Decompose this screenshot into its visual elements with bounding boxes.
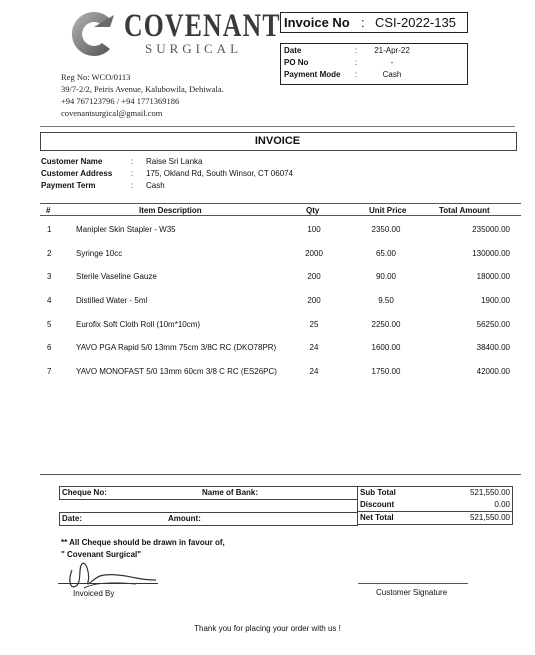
item-unit-price: 65.00	[375, 249, 397, 258]
net-total-label: Net Total	[360, 513, 394, 522]
item-total: 56250.00	[476, 320, 510, 329]
item-qty: 200	[307, 272, 321, 281]
meta-colon: :	[355, 46, 358, 55]
discount-label: Discount	[360, 500, 395, 509]
cheque-no-label: Cheque No:	[62, 488, 107, 497]
meta-label: PO No	[284, 58, 309, 67]
item-description: Syringe 10cc	[76, 249, 123, 258]
invoiced-by-label: Invoiced By	[73, 589, 115, 598]
customer-signature-label: Customer Signature	[376, 588, 448, 597]
meta-colon: :	[355, 58, 358, 67]
item-description: Sterile Vaseline Gauze	[76, 272, 157, 281]
customer-label: Payment Term	[41, 181, 96, 190]
customer-value: Cash	[146, 181, 165, 190]
customer-colon: :	[131, 169, 134, 178]
divider	[40, 126, 515, 127]
item-description: Eurofix Soft Cloth Roll (10m*10cm)	[76, 320, 201, 329]
company-name: COVENANT	[124, 8, 281, 44]
meta-row-po	[284, 58, 464, 70]
col-header-total: Total Amount	[439, 206, 490, 215]
item-total: 130000.00	[472, 249, 510, 258]
subtotal-value: 521,550.00	[469, 488, 510, 497]
meta-value: 21-Apr-22	[374, 46, 410, 55]
table-header-border	[40, 215, 521, 216]
col-header-description: Item Description	[139, 206, 202, 215]
item-qty: 2000	[305, 249, 323, 258]
company-logo-icon	[64, 7, 118, 61]
row-number: 7	[47, 367, 52, 376]
item-description: Distilled Water - 5ml	[76, 296, 148, 305]
company-email: covenantsurgical@gmail.com	[61, 108, 163, 118]
meta-label: Date	[284, 46, 302, 55]
cheque-payee: " Covenant Surgical"	[61, 550, 142, 559]
item-unit-price: 2250.00	[371, 320, 401, 329]
bank-name-label: Name of Bank:	[202, 488, 259, 497]
customer-signature-line	[358, 583, 468, 584]
item-qty: 24	[309, 343, 319, 352]
row-number: 5	[47, 320, 52, 329]
item-unit-price: 1750.00	[371, 367, 401, 376]
customer-value: 175, Okland Rd, South Winsor, CT 06074	[146, 169, 294, 178]
meta-label: Payment Mode	[284, 70, 341, 79]
invoice-no-label: Invoice No	[284, 15, 350, 30]
item-unit-price: 90.00	[375, 272, 397, 281]
company-phone: +94 767123796 / +94 1771369186	[61, 96, 180, 106]
table-bottom-border	[40, 474, 521, 475]
meta-value: Cash	[382, 70, 402, 79]
row-number: 6	[47, 343, 52, 352]
discount-value: 0.00	[494, 500, 510, 509]
item-total: 38400.00	[476, 343, 510, 352]
date-label: Date:	[62, 514, 83, 523]
col-header-qty: Qty	[306, 206, 320, 215]
cheque-box	[59, 486, 358, 500]
item-description: Manipler Skin Stapler - W35	[76, 225, 176, 234]
meta-value: -	[390, 58, 394, 67]
item-unit-price: 9.50	[378, 296, 394, 305]
invoice-no-colon: :	[361, 15, 365, 30]
meta-colon: :	[355, 70, 358, 79]
meta-row-payment-mode	[284, 70, 464, 82]
invoice-title: INVOICE	[254, 135, 301, 147]
item-description: YAVO PGA Rapid 5/0 13mm 75cm 3/8C RC (DKO78PR)	[76, 343, 277, 352]
item-qty: 200	[307, 296, 321, 305]
col-header-unit-price: Unit Price	[369, 206, 407, 215]
subtotal-label: Sub Total	[360, 488, 396, 497]
row-number: 1	[47, 225, 52, 234]
net-total-value: 521,550.00	[469, 513, 510, 522]
customer-colon: :	[131, 181, 134, 190]
row-number: 4	[47, 296, 52, 305]
amount-label: Amount:	[168, 514, 201, 523]
item-total: 18000.00	[476, 272, 510, 281]
thank-you-message: Thank you for placing your order with us !	[194, 624, 341, 633]
item-total: 1900.00	[481, 296, 510, 305]
customer-label: Customer Address	[41, 169, 113, 178]
invoiced-by-line	[58, 583, 158, 584]
col-header-no: #	[46, 206, 51, 215]
item-total: 42000.00	[476, 367, 510, 376]
invoice-number: CSI-2022-135	[375, 15, 456, 30]
table-top-border	[40, 203, 521, 204]
cheque-note: ** All Cheque should be drawn in favour of,	[61, 538, 225, 547]
item-qty: 100	[307, 225, 321, 234]
customer-value: Raise Sri Lanka	[146, 157, 203, 166]
item-qty: 24	[309, 367, 319, 376]
item-qty: 25	[309, 320, 319, 329]
meta-row-date	[284, 46, 464, 58]
totals-divider	[358, 511, 512, 512]
date-amount-box	[59, 512, 358, 526]
item-total: 235000.00	[472, 225, 510, 234]
item-unit-price: 2350.00	[371, 225, 401, 234]
customer-label: Customer Name	[41, 157, 103, 166]
totals-box	[357, 486, 513, 525]
company-address: 39/7-2/2, Peiris Avenue, Kalubowila, Dehiwala.	[61, 84, 224, 94]
item-unit-price: 1600.00	[371, 343, 401, 352]
item-description: YAVO MONOFAST 5/0 13mm 60cm 3/8 C RC (ES26PC)	[76, 367, 277, 376]
company-subtitle: SURGICAL	[145, 41, 243, 56]
invoice-number-box	[280, 12, 468, 33]
reg-no: Reg No: WCO/0113	[61, 72, 131, 82]
customer-colon: :	[131, 157, 134, 166]
row-number: 2	[47, 249, 52, 258]
invoice-meta-box	[280, 43, 468, 85]
row-number: 3	[47, 272, 52, 281]
